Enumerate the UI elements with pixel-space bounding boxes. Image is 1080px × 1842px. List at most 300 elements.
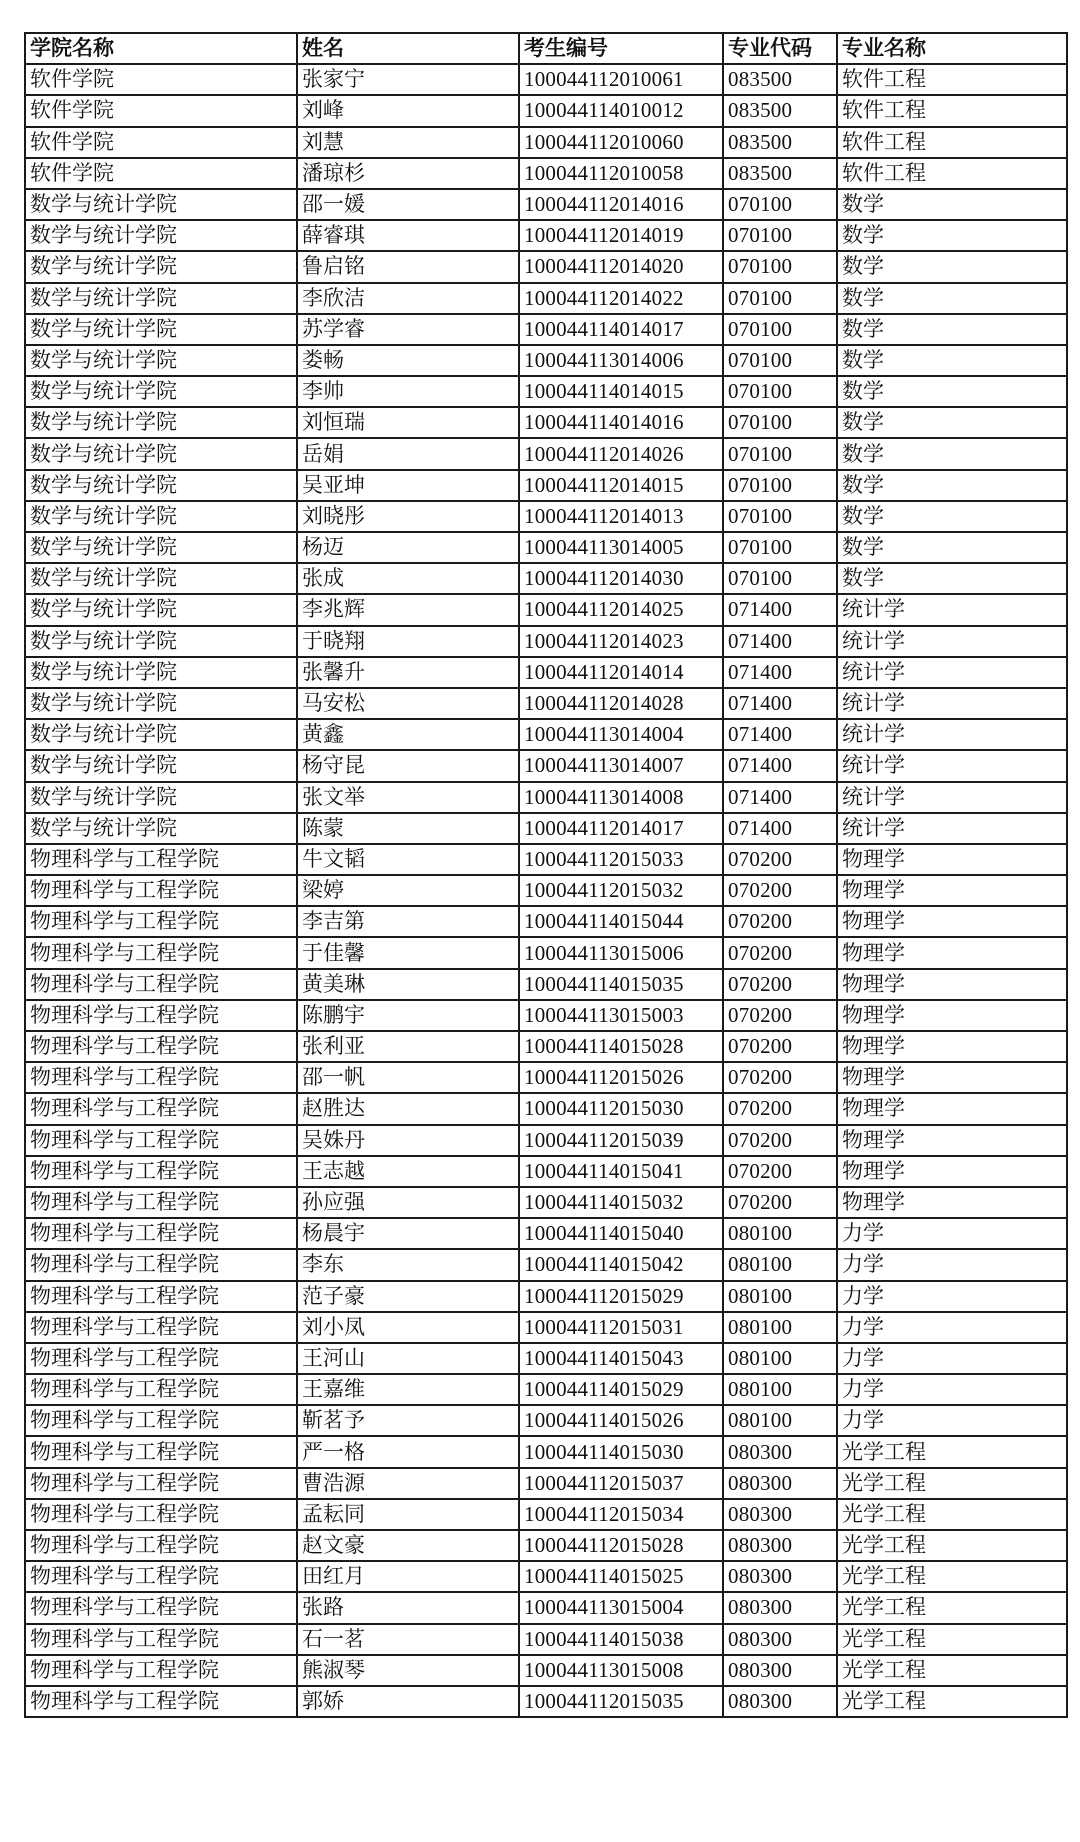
- cell-major-code: 070200: [723, 1000, 837, 1031]
- cell-major-name: 物理学: [837, 1062, 1067, 1093]
- table-row: [25, 314, 1067, 345]
- cell-name: 曹浩源: [297, 1468, 519, 1499]
- cell-major-name: 光学工程: [837, 1499, 1067, 1530]
- cell-major-code: 070100: [723, 283, 837, 314]
- cell-major-code: 070100: [723, 189, 837, 220]
- cell-candidate-id: 100044112014016: [519, 189, 723, 220]
- cell-name: 岳娟: [297, 438, 519, 469]
- cell-college: 物理科学与工程学院: [25, 1561, 297, 1592]
- cell-name: 陈鹏宇: [297, 1000, 519, 1031]
- cell-candidate-id: 100044113015008: [519, 1655, 723, 1686]
- table-row: [25, 813, 1067, 844]
- cell-name: 梁婷: [297, 875, 519, 906]
- cell-candidate-id: 100044113014006: [519, 345, 723, 376]
- table-row: [25, 1530, 1067, 1561]
- cell-major-name: 统计学: [837, 626, 1067, 657]
- cell-major-name: 光学工程: [837, 1468, 1067, 1499]
- cell-major-name: 光学工程: [837, 1592, 1067, 1623]
- cell-major-code: 080300: [723, 1686, 837, 1717]
- table-row: [25, 969, 1067, 1000]
- cell-name: 赵文豪: [297, 1530, 519, 1561]
- cell-college: 物理科学与工程学院: [25, 1218, 297, 1249]
- cell-candidate-id: 100044114015026: [519, 1405, 723, 1436]
- table-row: [25, 1592, 1067, 1623]
- cell-name: 王嘉维: [297, 1374, 519, 1405]
- cell-candidate-id: 100044112015026: [519, 1062, 723, 1093]
- cell-major-name: 数学: [837, 470, 1067, 501]
- cell-college: 物理科学与工程学院: [25, 1405, 297, 1436]
- cell-major-name: 软件工程: [837, 95, 1067, 126]
- cell-candidate-id: 100044113015006: [519, 937, 723, 968]
- cell-college: 物理科学与工程学院: [25, 1187, 297, 1218]
- cell-major-name: 软件工程: [837, 127, 1067, 158]
- cell-candidate-id: 100044112015037: [519, 1468, 723, 1499]
- cell-candidate-id: 100044113015004: [519, 1592, 723, 1623]
- cell-candidate-id: 100044112014030: [519, 563, 723, 594]
- cell-candidate-id: 100044112014022: [519, 283, 723, 314]
- cell-name: 鲁启铭: [297, 251, 519, 282]
- cell-candidate-id: 100044112014026: [519, 438, 723, 469]
- cell-major-code: 070100: [723, 220, 837, 251]
- table-body: [25, 64, 1067, 1717]
- table-row: [25, 688, 1067, 719]
- cell-college: 物理科学与工程学院: [25, 844, 297, 875]
- cell-major-name: 力学: [837, 1405, 1067, 1436]
- cell-college: 物理科学与工程学院: [25, 1592, 297, 1623]
- cell-candidate-id: 100044114014016: [519, 407, 723, 438]
- cell-candidate-id: 100044112015033: [519, 844, 723, 875]
- cell-major-code: 071400: [723, 750, 837, 781]
- cell-college: 数学与统计学院: [25, 719, 297, 750]
- table-row: [25, 189, 1067, 220]
- cell-name: 李东: [297, 1249, 519, 1280]
- cell-major-name: 力学: [837, 1343, 1067, 1374]
- cell-major-code: 070100: [723, 438, 837, 469]
- cell-major-code: 070200: [723, 1062, 837, 1093]
- cell-major-name: 物理学: [837, 1156, 1067, 1187]
- cell-name: 吴姝丹: [297, 1125, 519, 1156]
- table-row: [25, 594, 1067, 625]
- cell-major-name: 统计学: [837, 688, 1067, 719]
- cell-college: 物理科学与工程学院: [25, 906, 297, 937]
- table-row: [25, 376, 1067, 407]
- header-college: 学院名称: [25, 33, 297, 64]
- table-row: [25, 283, 1067, 314]
- cell-major-code: 070100: [723, 376, 837, 407]
- cell-major-code: 070200: [723, 937, 837, 968]
- table-row: [25, 719, 1067, 750]
- cell-major-code: 070100: [723, 407, 837, 438]
- cell-name: 李欣洁: [297, 283, 519, 314]
- cell-major-name: 物理学: [837, 1125, 1067, 1156]
- table-row: [25, 407, 1067, 438]
- cell-name: 孙应强: [297, 1187, 519, 1218]
- cell-major-name: 物理学: [837, 875, 1067, 906]
- cell-name: 黄美琳: [297, 969, 519, 1000]
- cell-college: 物理科学与工程学院: [25, 1281, 297, 1312]
- cell-major-name: 软件工程: [837, 64, 1067, 95]
- cell-name: 范子豪: [297, 1281, 519, 1312]
- cell-name: 严一格: [297, 1436, 519, 1467]
- cell-name: 石一茗: [297, 1624, 519, 1655]
- cell-college: 数学与统计学院: [25, 407, 297, 438]
- cell-candidate-id: 100044112010061: [519, 64, 723, 95]
- cell-major-code: 070200: [723, 1187, 837, 1218]
- cell-major-code: 070100: [723, 501, 837, 532]
- cell-college: 数学与统计学院: [25, 626, 297, 657]
- cell-major-code: 080100: [723, 1281, 837, 1312]
- cell-major-name: 力学: [837, 1218, 1067, 1249]
- table-row: [25, 1062, 1067, 1093]
- cell-major-name: 统计学: [837, 782, 1067, 813]
- cell-college: 物理科学与工程学院: [25, 1436, 297, 1467]
- cell-candidate-id: 100044112014019: [519, 220, 723, 251]
- cell-candidate-id: 100044112015032: [519, 875, 723, 906]
- table-row: [25, 1436, 1067, 1467]
- cell-college: 物理科学与工程学院: [25, 1468, 297, 1499]
- cell-candidate-id: 100044114015040: [519, 1218, 723, 1249]
- cell-major-code: 080100: [723, 1249, 837, 1280]
- cell-major-code: 070100: [723, 470, 837, 501]
- cell-major-code: 080100: [723, 1343, 837, 1374]
- cell-major-name: 光学工程: [837, 1561, 1067, 1592]
- cell-candidate-id: 100044112015039: [519, 1125, 723, 1156]
- table-row: [25, 844, 1067, 875]
- cell-major-code: 083500: [723, 127, 837, 158]
- cell-name: 于佳馨: [297, 937, 519, 968]
- cell-major-name: 力学: [837, 1374, 1067, 1405]
- cell-college: 物理科学与工程学院: [25, 1343, 297, 1374]
- table-row: [25, 438, 1067, 469]
- cell-major-name: 力学: [837, 1281, 1067, 1312]
- cell-candidate-id: 100044114015028: [519, 1031, 723, 1062]
- cell-name: 刘恒瑞: [297, 407, 519, 438]
- header-major-code: 专业代码: [723, 33, 837, 64]
- cell-candidate-id: 100044113014007: [519, 750, 723, 781]
- cell-major-name: 数学: [837, 283, 1067, 314]
- cell-major-name: 物理学: [837, 1093, 1067, 1124]
- cell-major-code: 080300: [723, 1561, 837, 1592]
- cell-candidate-id: 100044112015030: [519, 1093, 723, 1124]
- cell-candidate-id: 100044114015044: [519, 906, 723, 937]
- cell-candidate-id: 100044114015025: [519, 1561, 723, 1592]
- cell-name: 张路: [297, 1592, 519, 1623]
- cell-candidate-id: 100044114015035: [519, 969, 723, 1000]
- cell-name: 张馨升: [297, 657, 519, 688]
- cell-major-name: 统计学: [837, 813, 1067, 844]
- cell-major-name: 软件工程: [837, 158, 1067, 189]
- table-row: [25, 782, 1067, 813]
- cell-college: 物理科学与工程学院: [25, 1686, 297, 1717]
- cell-major-code: 080300: [723, 1592, 837, 1623]
- cell-major-code: 070200: [723, 1031, 837, 1062]
- cell-college: 物理科学与工程学院: [25, 937, 297, 968]
- cell-candidate-id: 100044114014015: [519, 376, 723, 407]
- cell-major-code: 070200: [723, 1125, 837, 1156]
- cell-college: 数学与统计学院: [25, 189, 297, 220]
- table-row: [25, 1156, 1067, 1187]
- cell-major-name: 光学工程: [837, 1686, 1067, 1717]
- table-row: [25, 875, 1067, 906]
- table-row: [25, 1468, 1067, 1499]
- cell-candidate-id: 100044113014005: [519, 532, 723, 563]
- table-row: [25, 470, 1067, 501]
- cell-major-code: 080100: [723, 1405, 837, 1436]
- cell-college: 物理科学与工程学院: [25, 1312, 297, 1343]
- cell-major-name: 光学工程: [837, 1655, 1067, 1686]
- table-row: [25, 1125, 1067, 1156]
- cell-major-name: 物理学: [837, 906, 1067, 937]
- cell-college: 物理科学与工程学院: [25, 1624, 297, 1655]
- cell-candidate-id: 100044114015043: [519, 1343, 723, 1374]
- cell-major-name: 数学: [837, 438, 1067, 469]
- page-title-cropped: [0, 0, 1080, 18]
- cell-candidate-id: 100044114014017: [519, 314, 723, 345]
- cell-college: 物理科学与工程学院: [25, 1499, 297, 1530]
- cell-major-code: 071400: [723, 594, 837, 625]
- cell-college: 物理科学与工程学院: [25, 1249, 297, 1280]
- header-major-name: 专业名称: [837, 33, 1067, 64]
- table-row: [25, 1686, 1067, 1717]
- cell-candidate-id: 100044112010058: [519, 158, 723, 189]
- cell-candidate-id: 100044114010012: [519, 95, 723, 126]
- cell-candidate-id: 100044112014014: [519, 657, 723, 688]
- cell-major-code: 070100: [723, 314, 837, 345]
- table-row: [25, 501, 1067, 532]
- table-row: [25, 1281, 1067, 1312]
- cell-major-code: 070200: [723, 1156, 837, 1187]
- cell-major-name: 数学: [837, 563, 1067, 594]
- cell-name: 杨守昆: [297, 750, 519, 781]
- cell-college: 数学与统计学院: [25, 782, 297, 813]
- cell-major-code: 080300: [723, 1436, 837, 1467]
- cell-candidate-id: 100044113014004: [519, 719, 723, 750]
- cell-major-code: 080300: [723, 1655, 837, 1686]
- table-row: [25, 1249, 1067, 1280]
- header-candidate-id: 考生编号: [519, 33, 723, 64]
- cell-candidate-id: 100044114015030: [519, 1436, 723, 1467]
- cell-name: 杨迈: [297, 532, 519, 563]
- cell-major-code: 083500: [723, 95, 837, 126]
- cell-name: 李帅: [297, 376, 519, 407]
- cell-name: 李兆辉: [297, 594, 519, 625]
- cell-name: 黄鑫: [297, 719, 519, 750]
- table-row: [25, 563, 1067, 594]
- table-row: [25, 1561, 1067, 1592]
- table-row: [25, 1187, 1067, 1218]
- cell-major-code: 080300: [723, 1499, 837, 1530]
- cell-major-code: 070200: [723, 844, 837, 875]
- cell-college: 数学与统计学院: [25, 688, 297, 719]
- cell-candidate-id: 100044114015042: [519, 1249, 723, 1280]
- table-row: [25, 1405, 1067, 1436]
- cell-major-code: 080100: [723, 1312, 837, 1343]
- table-row: [25, 1093, 1067, 1124]
- cell-major-name: 光学工程: [837, 1530, 1067, 1561]
- cell-college: 物理科学与工程学院: [25, 1530, 297, 1561]
- cell-major-name: 光学工程: [837, 1624, 1067, 1655]
- cell-major-code: 070100: [723, 563, 837, 594]
- table-row: [25, 1343, 1067, 1374]
- cell-candidate-id: 100044114015032: [519, 1187, 723, 1218]
- cell-college: 物理科学与工程学院: [25, 875, 297, 906]
- cell-name: 于晓翔: [297, 626, 519, 657]
- cell-college: 软件学院: [25, 64, 297, 95]
- table-row: [25, 1000, 1067, 1031]
- cell-college: 数学与统计学院: [25, 220, 297, 251]
- cell-candidate-id: 100044114015029: [519, 1374, 723, 1405]
- cell-college: 物理科学与工程学院: [25, 1062, 297, 1093]
- cell-name: 薛睿琪: [297, 220, 519, 251]
- cell-name: 刘慧: [297, 127, 519, 158]
- cell-major-name: 力学: [837, 1249, 1067, 1280]
- cell-college: 数学与统计学院: [25, 470, 297, 501]
- cell-college: 数学与统计学院: [25, 532, 297, 563]
- cell-college: 数学与统计学院: [25, 657, 297, 688]
- cell-candidate-id: 100044112014015: [519, 470, 723, 501]
- cell-candidate-id: 100044114015041: [519, 1156, 723, 1187]
- cell-name: 刘峰: [297, 95, 519, 126]
- cell-candidate-id: 100044112015035: [519, 1686, 723, 1717]
- cell-major-name: 物理学: [837, 1031, 1067, 1062]
- cell-college: 数学与统计学院: [25, 314, 297, 345]
- table-row: [25, 906, 1067, 937]
- table-row: [25, 532, 1067, 563]
- table-row: [25, 251, 1067, 282]
- cell-name: 孟耘同: [297, 1499, 519, 1530]
- cell-candidate-id: 100044113014008: [519, 782, 723, 813]
- cell-major-name: 统计学: [837, 657, 1067, 688]
- table-row: [25, 1624, 1067, 1655]
- table-row: [25, 127, 1067, 158]
- cell-major-code: 071400: [723, 688, 837, 719]
- cell-major-code: 071400: [723, 719, 837, 750]
- table-row: [25, 1374, 1067, 1405]
- table-row: [25, 158, 1067, 189]
- cell-name: 张成: [297, 563, 519, 594]
- table-row: [25, 1031, 1067, 1062]
- cell-major-code: 071400: [723, 626, 837, 657]
- cell-college: 数学与统计学院: [25, 283, 297, 314]
- cell-major-name: 物理学: [837, 969, 1067, 1000]
- cell-major-name: 力学: [837, 1312, 1067, 1343]
- table-row: [25, 95, 1067, 126]
- table-row: [25, 64, 1067, 95]
- cell-name: 王河山: [297, 1343, 519, 1374]
- header-name: 姓名: [297, 33, 519, 64]
- cell-candidate-id: 100044112014017: [519, 813, 723, 844]
- cell-name: 牛文韬: [297, 844, 519, 875]
- cell-major-name: 数学: [837, 532, 1067, 563]
- cell-major-name: 统计学: [837, 594, 1067, 625]
- cell-major-code: 071400: [723, 657, 837, 688]
- cell-candidate-id: 100044112015028: [519, 1530, 723, 1561]
- cell-name: 刘小凤: [297, 1312, 519, 1343]
- cell-candidate-id: 100044114015038: [519, 1624, 723, 1655]
- cell-name: 杨晨宇: [297, 1218, 519, 1249]
- cell-candidate-id: 100044112014025: [519, 594, 723, 625]
- cell-college: 物理科学与工程学院: [25, 1000, 297, 1031]
- cell-college: 数学与统计学院: [25, 563, 297, 594]
- cell-major-name: 数学: [837, 251, 1067, 282]
- cell-major-code: 071400: [723, 782, 837, 813]
- cell-major-name: 统计学: [837, 750, 1067, 781]
- table-row: [25, 345, 1067, 376]
- cell-major-code: 080100: [723, 1218, 837, 1249]
- cell-college: 物理科学与工程学院: [25, 1031, 297, 1062]
- table-row: [25, 626, 1067, 657]
- cell-major-code: 070200: [723, 906, 837, 937]
- cell-major-name: 数学: [837, 376, 1067, 407]
- cell-name: 陈蒙: [297, 813, 519, 844]
- cell-major-name: 数学: [837, 220, 1067, 251]
- cell-college: 数学与统计学院: [25, 594, 297, 625]
- cell-college: 物理科学与工程学院: [25, 1156, 297, 1187]
- cell-college: 物理科学与工程学院: [25, 1093, 297, 1124]
- cell-major-code: 070100: [723, 532, 837, 563]
- cell-name: 苏学睿: [297, 314, 519, 345]
- cell-major-name: 数学: [837, 501, 1067, 532]
- cell-major-name: 数学: [837, 345, 1067, 376]
- cell-name: 邵一媛: [297, 189, 519, 220]
- cell-major-name: 数学: [837, 407, 1067, 438]
- admission-table: [24, 32, 1068, 1718]
- cell-name: 郭娇: [297, 1686, 519, 1717]
- cell-candidate-id: 100044112010060: [519, 127, 723, 158]
- cell-college: 数学与统计学院: [25, 813, 297, 844]
- cell-name: 田红月: [297, 1561, 519, 1592]
- cell-candidate-id: 100044112015029: [519, 1281, 723, 1312]
- cell-candidate-id: 100044112014020: [519, 251, 723, 282]
- cell-name: 娄畅: [297, 345, 519, 376]
- cell-candidate-id: 100044112014028: [519, 688, 723, 719]
- table-row: [25, 1218, 1067, 1249]
- cell-name: 赵胜达: [297, 1093, 519, 1124]
- cell-college: 软件学院: [25, 127, 297, 158]
- cell-candidate-id: 100044112014023: [519, 626, 723, 657]
- cell-major-name: 物理学: [837, 844, 1067, 875]
- cell-major-name: 统计学: [837, 719, 1067, 750]
- cell-major-name: 数学: [837, 314, 1067, 345]
- cell-name: 李吉第: [297, 906, 519, 937]
- table-row: [25, 657, 1067, 688]
- cell-college: 数学与统计学院: [25, 438, 297, 469]
- table-header-row: [25, 33, 1067, 64]
- cell-name: 邵一帆: [297, 1062, 519, 1093]
- table-row: [25, 937, 1067, 968]
- cell-major-code: 080300: [723, 1468, 837, 1499]
- cell-major-code: 070100: [723, 251, 837, 282]
- cell-major-name: 数学: [837, 189, 1067, 220]
- cell-name: 马安松: [297, 688, 519, 719]
- cell-college: 数学与统计学院: [25, 345, 297, 376]
- cell-name: 熊淑琴: [297, 1655, 519, 1686]
- cell-college: 数学与统计学院: [25, 501, 297, 532]
- cell-college: 数学与统计学院: [25, 376, 297, 407]
- table-row: [25, 220, 1067, 251]
- cell-name: 吴亚坤: [297, 470, 519, 501]
- cell-name: 王志越: [297, 1156, 519, 1187]
- cell-college: 物理科学与工程学院: [25, 969, 297, 1000]
- table-row: [25, 750, 1067, 781]
- cell-major-code: 083500: [723, 158, 837, 189]
- cell-name: 张家宁: [297, 64, 519, 95]
- cell-college: 软件学院: [25, 158, 297, 189]
- cell-name: 张利亚: [297, 1031, 519, 1062]
- cell-candidate-id: 100044112015031: [519, 1312, 723, 1343]
- cell-major-code: 070200: [723, 969, 837, 1000]
- table-row: [25, 1312, 1067, 1343]
